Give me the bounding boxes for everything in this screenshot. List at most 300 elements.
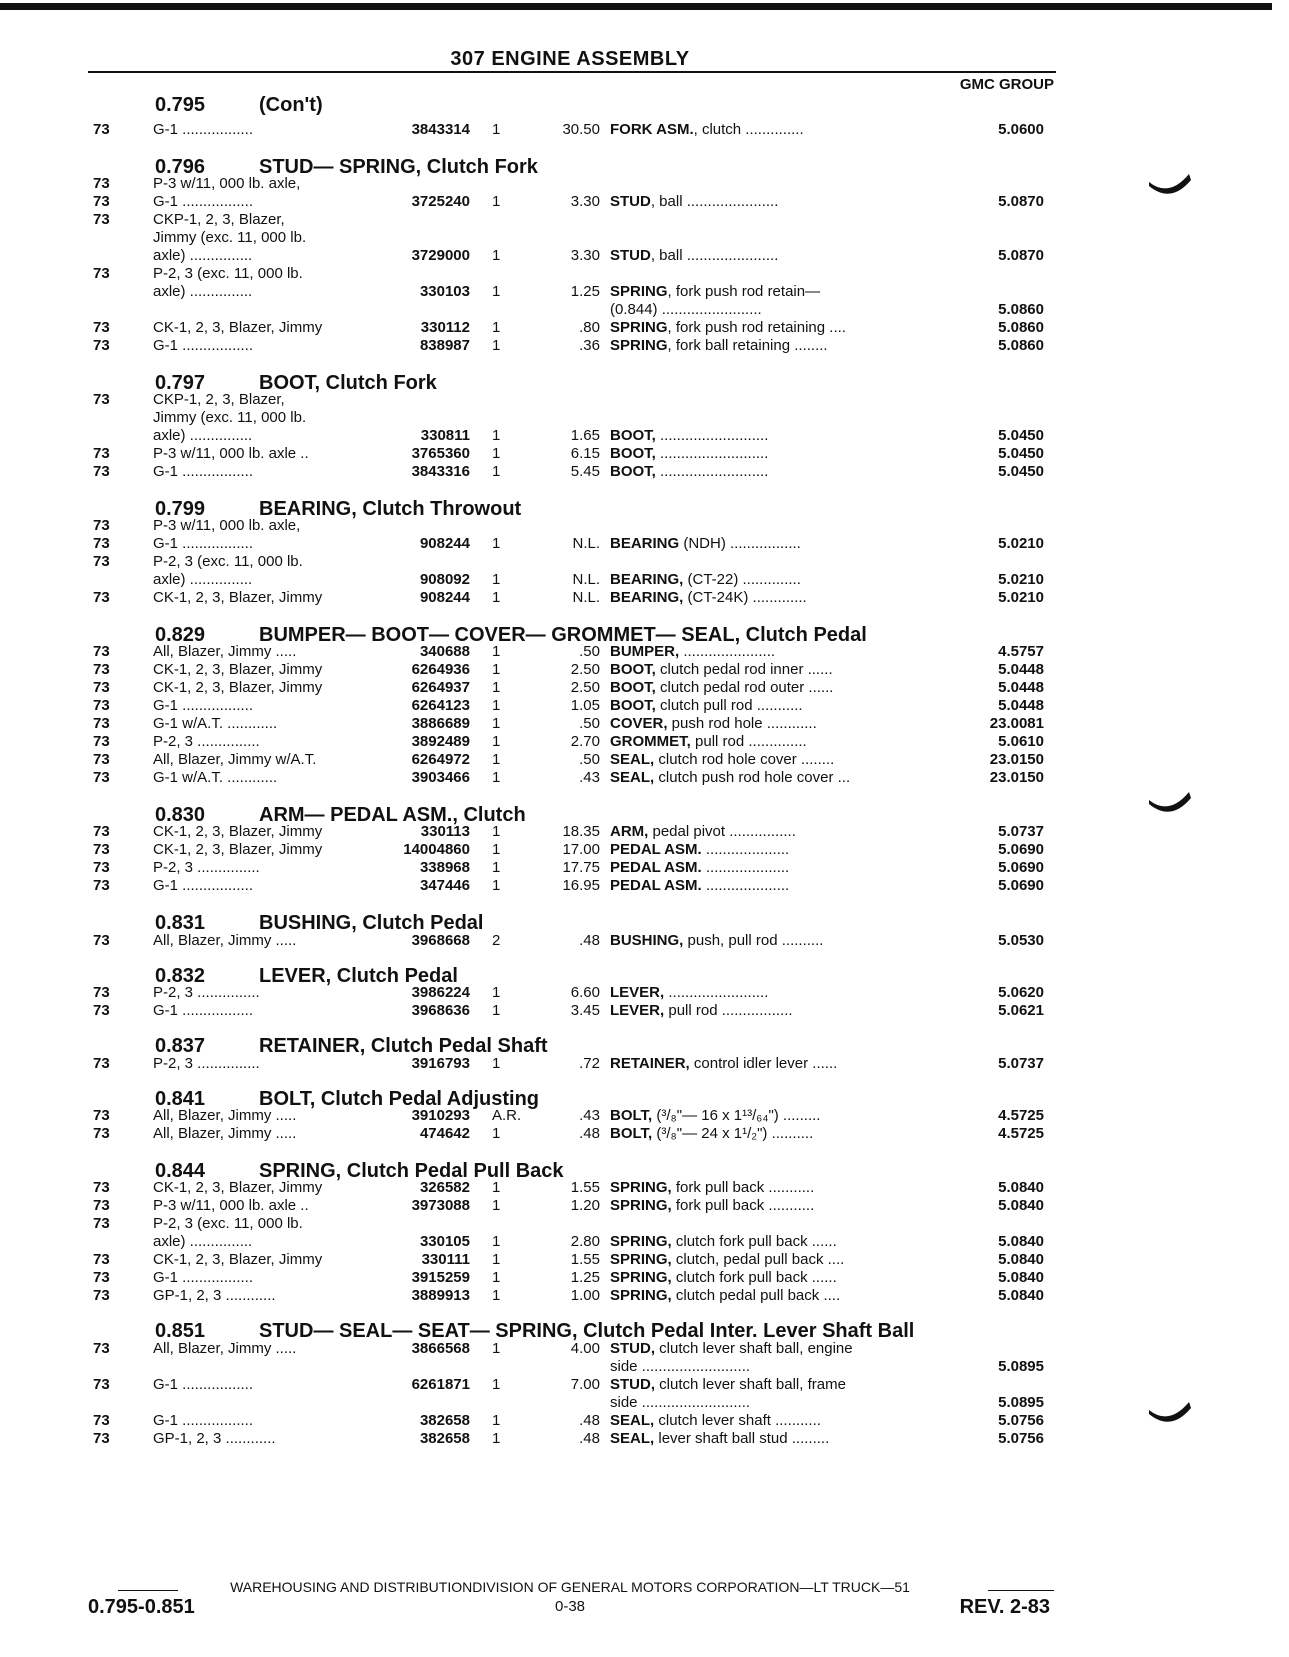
- price-cell: 6.60: [570, 984, 600, 1001]
- application-cell: Jimmy (exc. 11, 000 lb.: [153, 409, 307, 426]
- year-cell: 73: [93, 769, 110, 786]
- quantity-cell: 1: [492, 463, 501, 480]
- section-number: 0.841: [155, 1088, 206, 1110]
- table-row: [0, 822, 1289, 842]
- application-cell: CK-1, 2, 3, Blazer, Jimmy: [153, 679, 323, 696]
- table-row: [0, 1106, 1289, 1126]
- section-number: 0.795: [155, 94, 206, 116]
- description-text: ..........................: [655, 445, 769, 462]
- table-row: [0, 588, 1289, 608]
- part-number-cell: 3973088: [411, 1197, 470, 1214]
- quantity-cell: 1: [492, 1269, 501, 1286]
- year-cell: 73: [93, 175, 110, 192]
- description-cell: [610, 120, 930, 140]
- quantity-cell: 1: [492, 283, 501, 300]
- table-row: [0, 696, 1289, 716]
- part-number-cell: 3729000: [411, 247, 470, 264]
- section-number: 0.830: [155, 804, 206, 826]
- part-number-cell: 330811: [420, 427, 470, 444]
- page-title: 307 ENGINE ASSEMBLY: [450, 48, 690, 70]
- price-cell: 1.25: [570, 283, 600, 300]
- group-number-cell: 5.0870: [998, 193, 1044, 210]
- section-number: 0.832: [155, 965, 206, 987]
- group-number-cell: 5.0620: [998, 984, 1044, 1001]
- year-cell: 73: [93, 679, 110, 696]
- group-number-cell: 5.0840: [998, 1197, 1044, 1214]
- price-cell: .48: [579, 1412, 600, 1429]
- description-text: clutch pedal rod inner ......: [655, 661, 833, 678]
- description-text: push rod hole ............: [667, 715, 817, 732]
- description-cell: [610, 588, 930, 608]
- group-number-cell: 5.0737: [998, 823, 1044, 840]
- description-keyword: SPRING,: [610, 1233, 672, 1250]
- year-cell: 73: [93, 823, 110, 840]
- price-cell: 17.00: [562, 841, 600, 858]
- description-keyword: SPRING,: [610, 1197, 672, 1214]
- quantity-cell: 1: [492, 715, 501, 732]
- application-cell: CKP-1, 2, 3, Blazer,: [153, 211, 285, 228]
- description-keyword: SEAL,: [610, 769, 655, 786]
- description-cell: [610, 534, 930, 554]
- description-keyword: BOOT,: [610, 463, 656, 480]
- description-cell: [610, 1286, 930, 1306]
- description-text: , fork push rod retaining ....: [667, 319, 846, 336]
- year-cell: 73: [93, 1055, 110, 1072]
- table-row: [0, 858, 1289, 878]
- application-cell: G-1 .................: [153, 697, 254, 714]
- table-row: [0, 300, 1289, 320]
- description-keyword: BEARING: [610, 535, 680, 552]
- description-keyword: GROMMET,: [610, 733, 691, 750]
- group-number-cell: 5.0840: [998, 1269, 1044, 1286]
- part-number-cell: 3910293: [411, 1107, 470, 1124]
- price-cell: .43: [579, 1107, 600, 1124]
- description-keyword: STUD: [610, 247, 651, 264]
- description-keyword: SPRING,: [610, 1251, 672, 1268]
- description-cell: [610, 570, 930, 590]
- binder-mark-icon: [1145, 788, 1195, 818]
- section-title: BUSHING, Clutch Pedal: [259, 912, 484, 934]
- description-cell: [610, 1178, 930, 1198]
- price-cell: 18.35: [562, 823, 600, 840]
- part-number-cell: 3986224: [411, 984, 470, 1001]
- year-cell: 73: [93, 1197, 110, 1214]
- description-cell: [610, 1196, 930, 1216]
- table-row: [0, 318, 1289, 338]
- table-row: [0, 444, 1289, 464]
- section-title: STUD— SPRING, Clutch Fork: [259, 156, 538, 178]
- description-keyword: BUMPER,: [610, 643, 680, 660]
- section-header: [155, 94, 323, 117]
- description-text: ......................: [679, 643, 776, 660]
- price-cell: 1.05: [570, 697, 600, 714]
- application-cell: P-2, 3 ...............: [153, 1055, 260, 1072]
- table-row: [0, 516, 1289, 536]
- table-row: [0, 210, 1289, 230]
- part-number-cell: 3843316: [411, 463, 470, 480]
- description-text: clutch lever shaft ...........: [654, 1412, 821, 1429]
- price-cell: 30.50: [562, 121, 600, 138]
- price-cell: 2.50: [570, 661, 600, 678]
- table-row: [0, 336, 1289, 356]
- part-number-cell: 330103: [419, 283, 470, 300]
- group-number-cell: 5.0870: [998, 247, 1044, 264]
- application-cell: GP-1, 2, 3 ............: [153, 1430, 276, 1447]
- table-row: [0, 1411, 1289, 1431]
- part-number-cell: 3765360: [411, 445, 470, 462]
- part-number-cell: 382658: [419, 1430, 470, 1447]
- description-text: clutch pull rod ...........: [655, 697, 803, 714]
- year-cell: 73: [93, 535, 110, 552]
- section-number: 0.796: [155, 156, 206, 178]
- description-text: fork pull back ...........: [671, 1179, 815, 1196]
- application-cell: axle) ...............: [153, 427, 253, 444]
- quantity-cell: 1: [492, 697, 501, 714]
- application-cell: P-2, 3 (exc. 11, 000 lb.: [153, 265, 303, 282]
- part-number-cell: 474642: [419, 1125, 470, 1142]
- description-cell: [610, 1429, 930, 1449]
- year-cell: 73: [93, 751, 110, 768]
- description-keyword: STUD,: [610, 1376, 655, 1393]
- part-number-cell: 908092: [419, 571, 470, 588]
- description-keyword: SPRING: [610, 283, 668, 300]
- section-title: (Con't): [259, 94, 323, 116]
- description-cell: [610, 1250, 930, 1270]
- table-row: [0, 1001, 1289, 1021]
- description-text: lever shaft ball stud .........: [654, 1430, 830, 1447]
- table-row: [0, 750, 1289, 770]
- application-cell: G-1 .................: [153, 877, 254, 894]
- price-cell: 1.55: [570, 1251, 600, 1268]
- year-cell: 73: [93, 1002, 110, 1019]
- description-cell: [610, 462, 930, 482]
- description-keyword: PEDAL ASM.: [610, 877, 702, 894]
- quantity-cell: 1: [492, 1287, 501, 1304]
- price-cell: 17.75: [562, 859, 600, 876]
- description-text: side ..........................: [610, 1358, 751, 1375]
- table-row: [0, 1124, 1289, 1144]
- part-number-cell: 340688: [419, 643, 470, 660]
- quantity-cell: 1: [492, 1179, 501, 1196]
- price-cell: 5.45: [570, 463, 600, 480]
- section-title: BOLT, Clutch Pedal Adjusting: [259, 1088, 539, 1110]
- year-cell: 73: [93, 1340, 110, 1357]
- table-row: [0, 768, 1289, 788]
- description-keyword: SEAL,: [610, 1412, 655, 1429]
- description-cell: [610, 858, 930, 878]
- table-row: [0, 931, 1289, 951]
- description-cell: [610, 642, 930, 662]
- part-number-cell: 330111: [421, 1251, 470, 1268]
- description-keyword: RETAINER,: [610, 1055, 690, 1072]
- group-number-cell: 5.0860: [998, 301, 1044, 318]
- group-number-cell: 5.0840: [998, 1233, 1044, 1250]
- description-keyword: ARM,: [610, 823, 649, 840]
- description-cell: [610, 1411, 930, 1431]
- year-cell: 73: [93, 319, 110, 336]
- part-number-cell: 338968: [419, 859, 470, 876]
- quantity-cell: 2: [492, 932, 501, 949]
- year-cell: 73: [93, 589, 110, 606]
- description-cell: [610, 983, 930, 1003]
- quantity-cell: 1: [492, 337, 501, 354]
- group-number-cell: 5.0450: [998, 445, 1044, 462]
- group-number-cell: 23.0150: [989, 751, 1044, 768]
- quantity-cell: 1: [492, 1233, 501, 1250]
- group-number-cell: 5.0448: [998, 697, 1044, 714]
- part-number-cell: 3866568: [411, 1340, 470, 1357]
- year-cell: 73: [93, 1376, 110, 1393]
- price-cell: .50: [579, 751, 600, 768]
- year-cell: 73: [93, 1179, 110, 1196]
- year-cell: 73: [93, 211, 110, 228]
- quantity-cell: 1: [492, 661, 501, 678]
- quantity-cell: 1: [492, 751, 501, 768]
- price-cell: .72: [579, 1055, 600, 1072]
- description-cell: [610, 1268, 930, 1288]
- year-cell: 73: [93, 1107, 110, 1124]
- description-keyword: FORK ASM.: [610, 121, 694, 138]
- description-cell: [610, 1106, 930, 1126]
- description-text: clutch rod hole cover ........: [654, 751, 835, 768]
- section-number: 0.837: [155, 1035, 206, 1057]
- description-cell: [610, 318, 930, 338]
- application-cell: P-3 w/11, 000 lb. axle,: [153, 175, 301, 192]
- application-cell: All, Blazer, Jimmy .....: [153, 1125, 297, 1142]
- table-row: [0, 840, 1289, 860]
- application-cell: G-1 .................: [153, 1412, 254, 1429]
- application-cell: G-1 .................: [153, 337, 254, 354]
- price-cell: N.L.: [572, 589, 600, 606]
- description-text: , ball ......................: [650, 247, 779, 264]
- table-row: [0, 678, 1289, 698]
- price-cell: 6.15: [570, 445, 600, 462]
- table-row: [0, 1250, 1289, 1270]
- quantity-cell: 1: [492, 1125, 501, 1142]
- description-keyword: SPRING,: [610, 1179, 672, 1196]
- description-text: (³/₈"— 16 x 1¹³/₆₄") .........: [652, 1107, 821, 1124]
- part-number-cell: 330112: [420, 319, 470, 336]
- quantity-cell: 1: [492, 823, 501, 840]
- price-cell: .48: [579, 1125, 600, 1142]
- description-keyword: SPRING,: [610, 1287, 672, 1304]
- description-keyword: BOOT,: [610, 661, 656, 678]
- description-text: pedal pivot ................: [648, 823, 796, 840]
- table-row: [0, 1232, 1289, 1252]
- application-cell: G-1 .................: [153, 1269, 254, 1286]
- table-row: [0, 714, 1289, 734]
- description-keyword: SPRING: [610, 319, 668, 336]
- application-cell: CK-1, 2, 3, Blazer, Jimmy: [153, 319, 323, 336]
- application-cell: CK-1, 2, 3, Blazer, Jimmy: [153, 589, 323, 606]
- part-number-cell: 330105: [419, 1233, 470, 1250]
- quantity-cell: 1: [492, 769, 501, 786]
- group-number-cell: 5.0610: [998, 733, 1044, 750]
- description-cell: [610, 732, 930, 752]
- group-number-cell: 5.0621: [998, 1002, 1044, 1019]
- description-text: clutch pedal pull back ....: [671, 1287, 841, 1304]
- price-cell: 7.00: [570, 1376, 600, 1393]
- description-cell: [610, 1054, 930, 1074]
- part-number-cell: 3886689: [411, 715, 470, 732]
- quantity-cell: 1: [492, 247, 501, 264]
- table-row: [0, 552, 1289, 572]
- table-row: [0, 426, 1289, 446]
- year-cell: 73: [93, 715, 110, 732]
- part-number-cell: 908244: [419, 535, 470, 552]
- section-title: BEARING, Clutch Throwout: [259, 498, 522, 520]
- table-row: [0, 228, 1289, 248]
- description-text: ..........................: [655, 427, 769, 444]
- group-number-cell: 4.5725: [998, 1107, 1044, 1124]
- year-cell: 73: [93, 877, 110, 894]
- quantity-cell: 1: [492, 571, 501, 588]
- group-number-cell: 4.5757: [998, 643, 1044, 660]
- part-number-cell: 347446: [419, 877, 470, 894]
- group-number-cell: 5.0756: [998, 1412, 1044, 1429]
- table-row: [0, 1375, 1289, 1395]
- year-cell: 73: [93, 733, 110, 750]
- quantity-cell: 1: [492, 193, 501, 210]
- part-number-cell: 6264123: [411, 697, 470, 714]
- description-text: push, pull rod ..........: [683, 932, 824, 949]
- price-cell: 1.25: [570, 1269, 600, 1286]
- description-cell: [610, 768, 930, 788]
- description-text: fork pull back ...........: [671, 1197, 815, 1214]
- group-number-cell: 5.0860: [998, 337, 1044, 354]
- title-rule: [88, 71, 1056, 73]
- application-cell: axle) ...............: [153, 247, 253, 264]
- price-cell: .50: [579, 715, 600, 732]
- quantity-cell: 1: [492, 1412, 501, 1429]
- year-cell: 73: [93, 445, 110, 462]
- section-title: ARM— PEDAL ASM., Clutch: [259, 804, 526, 826]
- group-number-cell: 5.0840: [998, 1179, 1044, 1196]
- description-keyword: BOOT,: [610, 427, 656, 444]
- description-text: ....................: [701, 841, 790, 858]
- quantity-cell: 1: [492, 1340, 501, 1357]
- price-cell: 1.20: [570, 1197, 600, 1214]
- price-cell: 1.00: [570, 1287, 600, 1304]
- price-cell: 3.30: [570, 247, 600, 264]
- part-number-cell: 6264972: [411, 751, 470, 768]
- description-keyword: BOOT,: [610, 697, 656, 714]
- application-cell: G-1 .................: [153, 193, 254, 210]
- footer-range: 0.795-0.851: [88, 1596, 195, 1618]
- group-number-cell: 5.0690: [998, 859, 1044, 876]
- description-cell: [610, 1393, 930, 1413]
- table-row: [0, 408, 1289, 428]
- group-number-cell: 5.0448: [998, 661, 1044, 678]
- description-keyword: BOLT,: [610, 1107, 653, 1124]
- price-cell: 2.70: [570, 733, 600, 750]
- description-cell: [610, 750, 930, 770]
- description-text: (NDH) .................: [679, 535, 801, 552]
- quantity-cell: 1: [492, 643, 501, 660]
- table-row: [0, 264, 1289, 284]
- price-cell: 2.80: [570, 1233, 600, 1250]
- description-text: clutch fork pull back ......: [671, 1233, 837, 1250]
- group-number-cell: 5.0210: [998, 571, 1044, 588]
- description-cell: [610, 444, 930, 464]
- description-text: ....................: [701, 859, 790, 876]
- application-cell: CK-1, 2, 3, Blazer, Jimmy: [153, 1179, 323, 1196]
- description-cell: [610, 300, 930, 320]
- footer-note: WAREHOUSING AND DISTRIBUTIONDIVISION OF GENERAL MOTORS CORPORATION—LT TRUCK—51: [230, 1579, 910, 1595]
- group-number-cell: 5.0690: [998, 877, 1044, 894]
- group-number-cell: 5.0840: [998, 1251, 1044, 1268]
- part-number-cell: 3915259: [411, 1269, 470, 1286]
- description-keyword: SEAL,: [610, 1430, 655, 1447]
- table-row: [0, 1429, 1289, 1449]
- table-row: [0, 192, 1289, 212]
- description-keyword: STUD,: [610, 1340, 655, 1357]
- application-cell: CKP-1, 2, 3, Blazer,: [153, 391, 285, 408]
- price-cell: 1.55: [570, 1179, 600, 1196]
- group-number-cell: 5.0530: [998, 932, 1044, 949]
- price-cell: .48: [579, 1430, 600, 1447]
- description-text: clutch pedal rod outer ......: [655, 679, 834, 696]
- description-cell: [610, 1001, 930, 1021]
- year-cell: 73: [93, 1251, 110, 1268]
- year-cell: 73: [93, 265, 110, 282]
- price-cell: 16.95: [562, 877, 600, 894]
- table-row: [0, 570, 1289, 590]
- part-number-cell: 6264936: [411, 661, 470, 678]
- description-cell: [610, 678, 930, 698]
- year-cell: 73: [93, 1412, 110, 1429]
- year-cell: 73: [93, 661, 110, 678]
- description-keyword: COVER,: [610, 715, 668, 732]
- section-title: SPRING, Clutch Pedal Pull Back: [259, 1160, 564, 1182]
- year-cell: 73: [93, 859, 110, 876]
- year-cell: 73: [93, 193, 110, 210]
- application-cell: G-1 .................: [153, 1376, 254, 1393]
- description-cell: [610, 192, 930, 212]
- quantity-cell: A.R.: [492, 1107, 522, 1124]
- description-cell: [610, 246, 930, 266]
- table-row: [0, 983, 1289, 1003]
- section-title: STUD— SEAL— SEAT— SPRING, Clutch Pedal Inter. Lever Shaft Ball: [259, 1320, 915, 1342]
- application-cell: GP-1, 2, 3 ............: [153, 1287, 276, 1304]
- description-cell: [610, 696, 930, 716]
- table-row: [0, 390, 1289, 410]
- application-cell: axle) ...............: [153, 283, 253, 300]
- year-cell: 73: [93, 1125, 110, 1142]
- group-number-cell: 5.0450: [998, 427, 1044, 444]
- application-cell: CK-1, 2, 3, Blazer, Jimmy: [153, 1251, 323, 1268]
- part-number-cell: 3725240: [411, 193, 470, 210]
- description-text: clutch fork pull back ......: [671, 1269, 837, 1286]
- section-number: 0.831: [155, 912, 206, 934]
- year-cell: 73: [93, 841, 110, 858]
- description-cell: [610, 840, 930, 860]
- group-number-cell: 5.0895: [998, 1394, 1044, 1411]
- group-number-cell: 5.0690: [998, 841, 1044, 858]
- group-number-cell: 5.0210: [998, 535, 1044, 552]
- group-number-cell: 5.0840: [998, 1287, 1044, 1304]
- description-cell: [610, 1124, 930, 1144]
- description-cell: [610, 1357, 930, 1377]
- application-cell: axle) ...............: [153, 1233, 253, 1250]
- application-cell: P-3 w/11, 000 lb. axle ..: [153, 445, 309, 462]
- quantity-cell: 1: [492, 589, 501, 606]
- table-row: [0, 1393, 1289, 1413]
- application-cell: Jimmy (exc. 11, 000 lb.: [153, 229, 307, 246]
- description-cell: [610, 336, 930, 356]
- description-keyword: BEARING,: [610, 571, 684, 588]
- description-keyword: SPRING,: [610, 1269, 672, 1286]
